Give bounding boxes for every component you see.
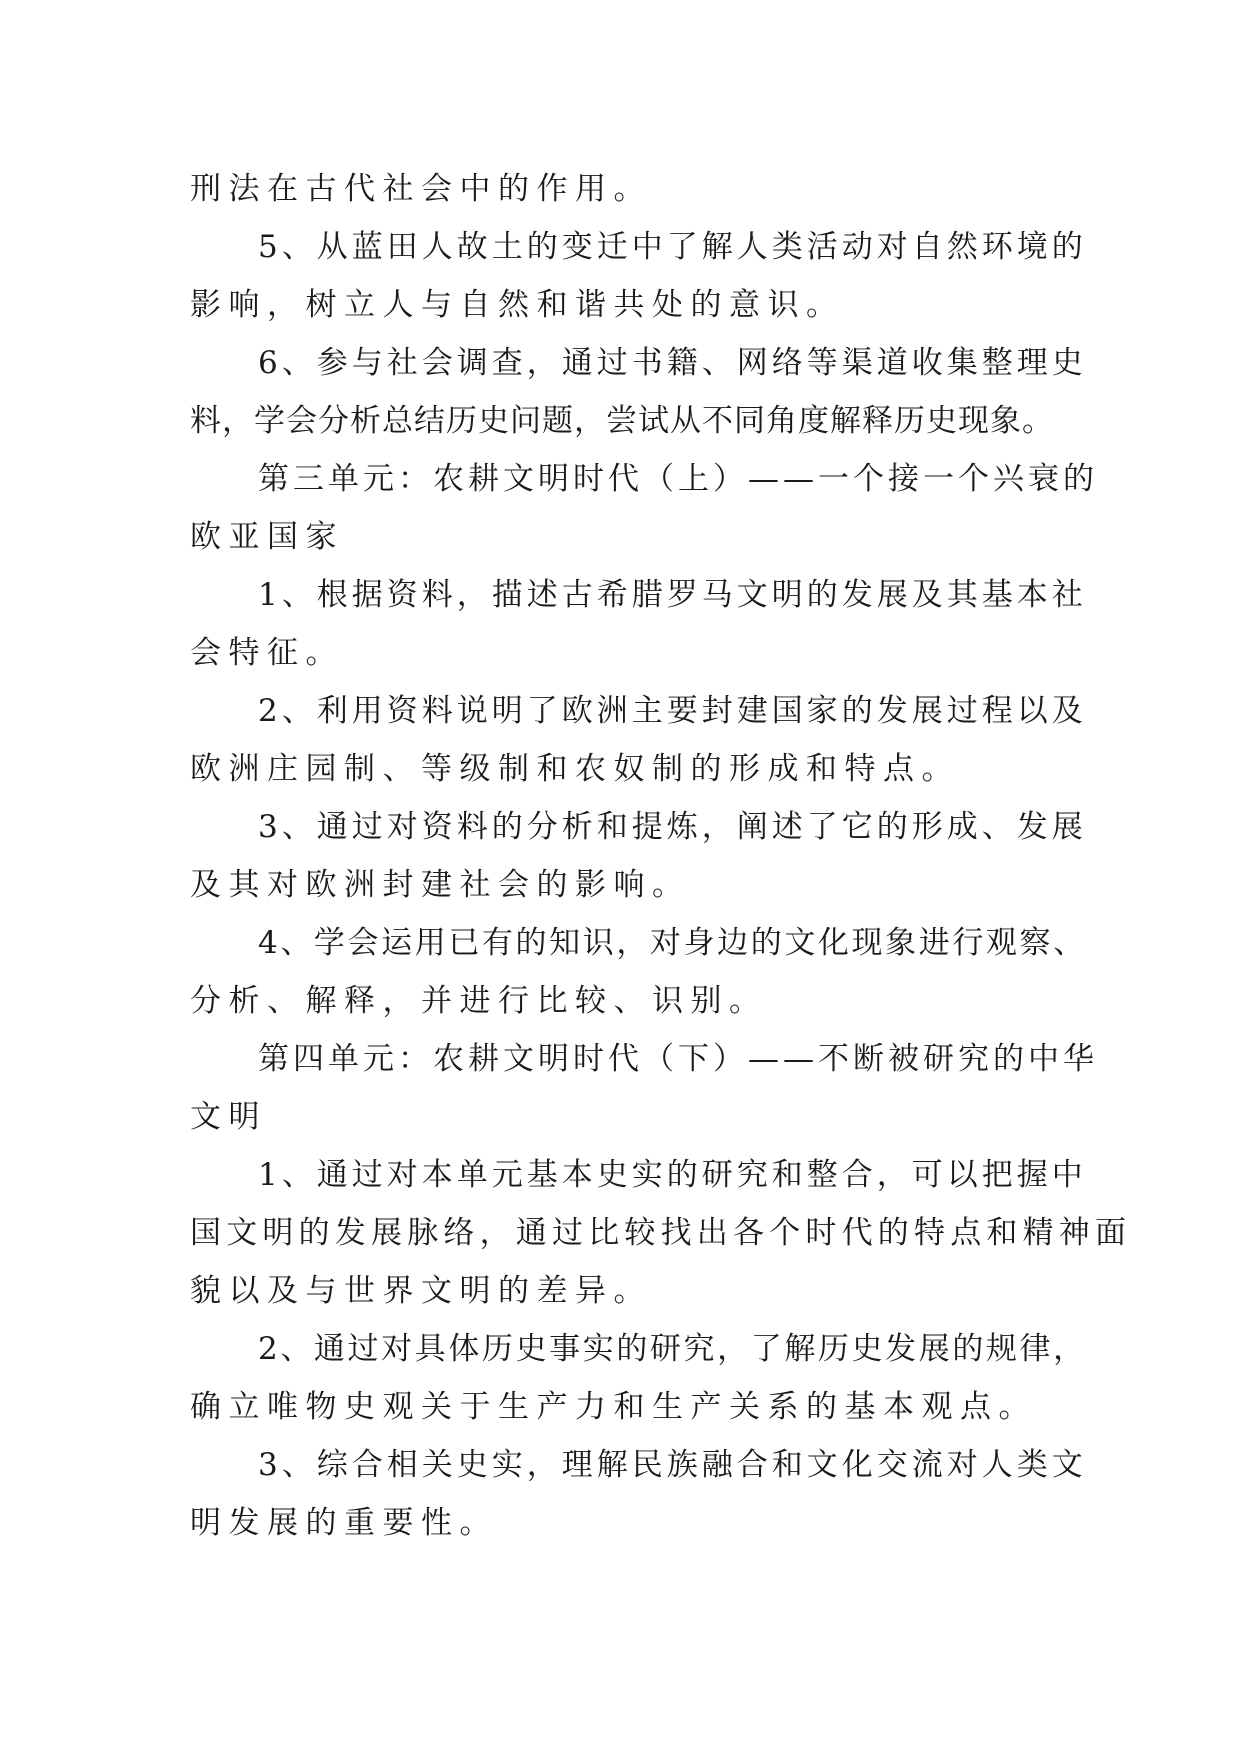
document-body xyxy=(190,160,1132,1552)
paragraph-item-6-line-2: 料，学会分析总结历史问题，尝试从不同角度解释历史现象。 xyxy=(190,403,1054,439)
unit-3-item-4-line-1: 4、学会运用已有的知识，对身边的文化现象进行观察、 xyxy=(258,925,1087,961)
unit-4-item-2-line-2: 确立唯物史观关于生产力和生产关系的基本观点。 xyxy=(190,1389,1037,1425)
paragraph-item-5-line-1: 5、从蓝田人故土的变迁中了解人类活动对自然环境的 xyxy=(258,229,1087,265)
unit-4-item-3-line-1: 3、综合相关史实，理解民族融合和文化交流对人类文 xyxy=(258,1447,1087,1483)
text-line: 刑法在古代社会中的作用。 xyxy=(190,171,652,207)
unit-4-heading-line-2: 文明 xyxy=(190,1099,267,1135)
unit-3-item-1-line-1: 1、根据资料，描述古希腊罗马文明的发展及其基本社 xyxy=(258,577,1087,613)
unit-4-item-3-line-2: 明发展的重要性。 xyxy=(190,1505,498,1541)
unit-3-item-2-line-1: 2、利用资料说明了欧洲主要封建国家的发展过程以及 xyxy=(258,693,1087,729)
unit-4-heading-line-1: 第四单元：农耕文明时代（下）——不断被研究的中华 xyxy=(258,1041,1098,1077)
unit-3-item-4-line-2: 分析、解释，并进行比较、识别。 xyxy=(190,983,768,1019)
unit-3-item-1-line-2: 会特征。 xyxy=(190,635,344,671)
unit-3-heading-line-2: 欧亚国家 xyxy=(190,519,344,555)
unit-3-heading-line-1: 第三单元：农耕文明时代（上）——一个接一个兴衰的 xyxy=(258,461,1098,497)
paragraph-item-5-line-2: 影响，树立人与自然和谐共处的意识。 xyxy=(190,287,845,323)
unit-3-item-2-line-2: 欧洲庄园制、等级制和农奴制的形成和特点。 xyxy=(190,751,960,787)
paragraph-item-6-line-1: 6、参与社会调查，通过书籍、网络等渠道收集整理史 xyxy=(258,345,1087,381)
unit-3-item-3-line-1: 3、通过对资料的分析和提炼，阐述了它的形成、发展 xyxy=(258,809,1087,845)
unit-4-item-1-line-3: 貌以及与世界文明的差异。 xyxy=(190,1273,652,1309)
unit-4-item-1-line-2: 国文明的发展脉络，通过比较找出各个时代的特点和精神面 xyxy=(190,1215,1132,1251)
unit-4-item-1-line-1: 1、通过对本单元基本史实的研究和整合，可以把握中 xyxy=(258,1157,1087,1193)
unit-4-item-2-line-1: 2、通过对具体历史事实的研究，了解历史发展的规律， xyxy=(258,1331,1087,1367)
unit-3-item-3-line-2: 及其对欧洲封建社会的影响。 xyxy=(190,867,691,903)
